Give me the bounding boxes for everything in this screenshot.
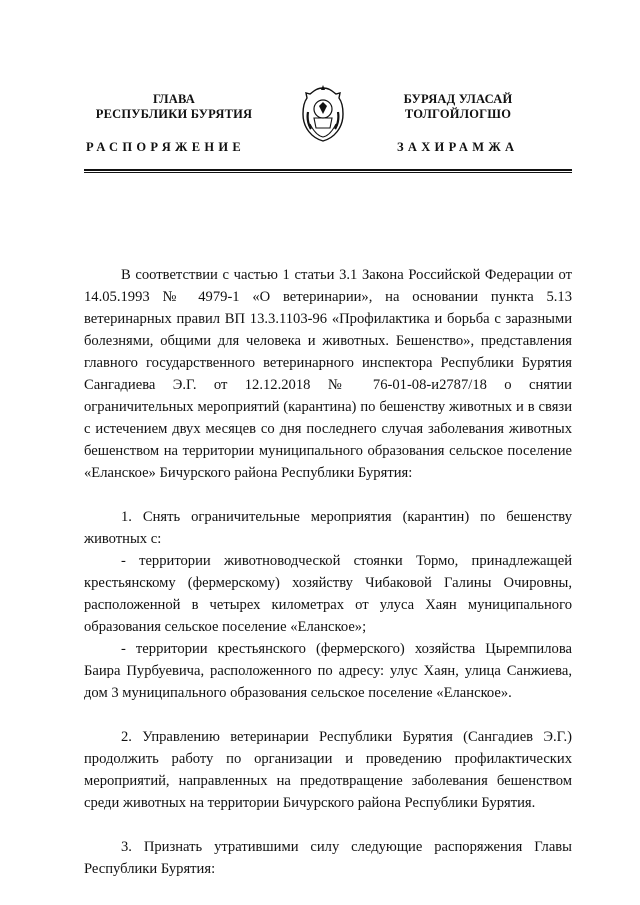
paragraph-item-1b: - территории крестьянского (фермерского) хозяйства Цыремпилова Баира Пурбуевича, расположенного по адресу: улус Хаян, улица Санжиева, дом 3 муниципального образования сельское поселение «Еланское». [84,641,572,701]
paragraph-item-2: 2. Управлению ветеринарии Республики Бурятия (Сангадиев Э.Г.) продолжить работу по организации и проведению профилактических мероприятий, направленных на предотвращение заболевания бешенством среди животных на территории Бичурского района Республики Бурятия. [84,729,572,811]
header-left-line2: РЕСПУБЛИКИ БУРЯТИЯ [95,107,253,121]
paragraph-preamble: В соответствии с частью 1 статьи 3.1 Закона Российской Федерации от 14.05.1993 № 4979-1 «О ветеринарии», на основании пункта 5.13 ветеринарных правил ВП 13.3.1103-96 «Профилактика и борьба с заразными болезнями, общими для человека и животных. Бешенство», представления главного государственного ветеринарного инспектора Республики Бурятия Сангадиева Э.Г. от 12.12.2018 № 76-01-08-и2787/18 о снятии ограничительных мероприятий (карантина) по бешенству животных и в связи с истечением двух месяцев со дня последнего случая заболевания животных бешенством на территории муниципального образования сельское поселение «Еланское» Бичурского района Республики Бурятия: [84,267,572,481]
order-title-left: РАСПОРЯЖЕНИЕ [86,140,246,154]
order-title-right: ЗАХИРАМЖА [397,140,519,154]
header-divider [84,169,572,173]
header-right-line1: БУРЯАД УЛАСАЙ [403,92,513,106]
coat-of-arms-icon [298,84,348,144]
header-right-line2: ТОЛГОЙЛОГШО [404,107,512,121]
paragraph-item-1: 1. Снять ограничительные мероприятия (карантин) по бешенству животных с: [84,509,572,547]
paragraph-item-3: 3. Признать утратившими силу следующие распоряжения Главы Республики Бурятия: [84,839,572,877]
header-left-line1: ГЛАВА [153,92,195,106]
paragraph-item-1a: - территории животноводческой стоянки Тормо, принадлежащей крестьянскому (фермерскому) хозяйству Чибаковой Галины Очировны, расположенной в четырех километрах от улуса Хаян муниципального образования сельское поселение «Еланское»; [84,553,572,635]
document-body [84,264,572,880]
header-left [74,92,274,122]
header-right [358,92,558,122]
